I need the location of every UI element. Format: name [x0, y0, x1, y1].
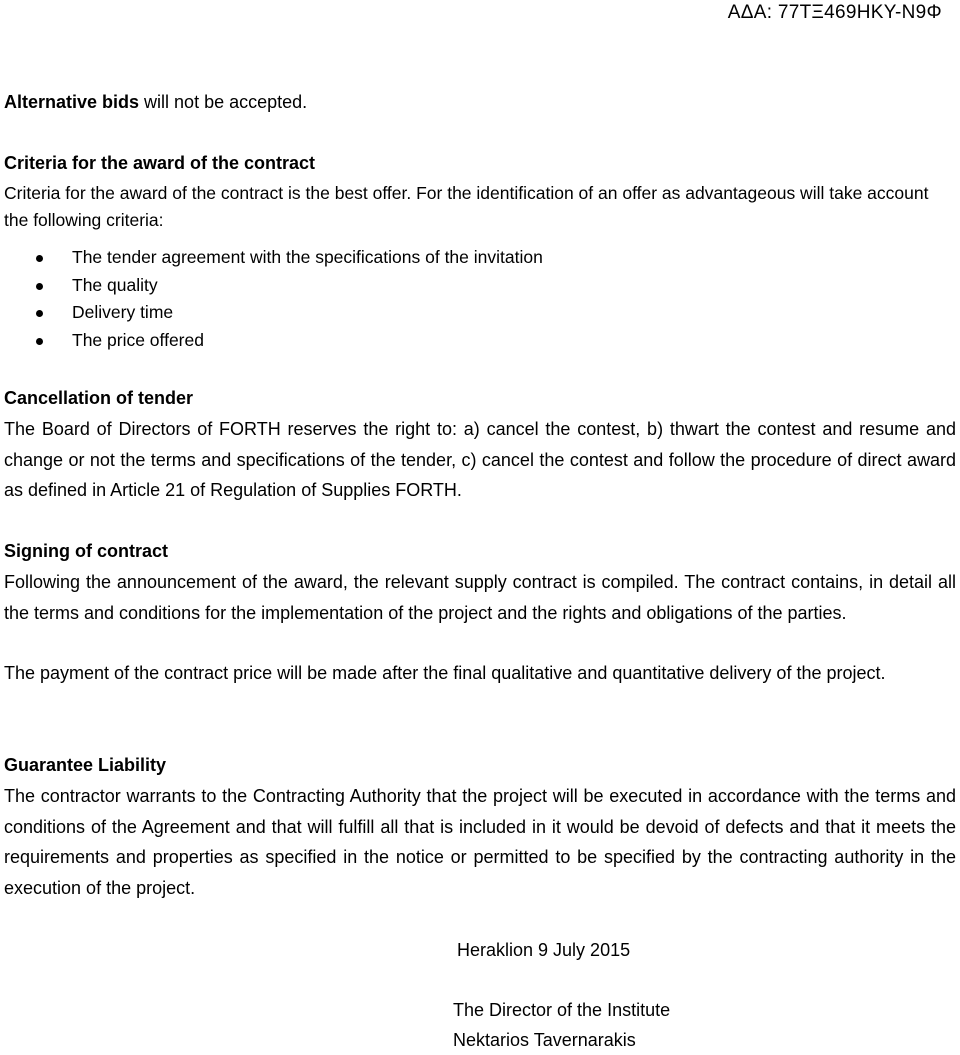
signing-body-2: The payment of the contract price will be made after the final qualitative and quantitative delivery of the project.: [4, 663, 886, 683]
cancellation-heading: Cancellation of tender: [4, 388, 194, 408]
signing-body-1: Following the announcement of the award, the relevant supply contract is compiled. The contract contains, in detail all the terms and conditions for the implementation of the project and the rights and obligations of the parties.: [4, 572, 956, 623]
signing-heading: Signing of contract: [4, 541, 168, 561]
criteria-list: [36, 244, 543, 354]
criteria-intro: Criteria for the award of the contract is the best offer. For the identification of an offer as advantageous will take account the following criteria:: [4, 183, 929, 230]
bullet-icon: [36, 255, 43, 262]
criteria-list-item: The tender agreement with the specifications of the invitation: [36, 244, 543, 272]
place-date: Heraklion 9 July 2015: [457, 940, 631, 960]
alternative-bids-bold: Alternative bids: [4, 92, 140, 112]
criteria-list-item: Delivery time: [36, 299, 543, 327]
cancellation-body: The Board of Directors of FORTH reserves the right to: a) cancel the contest, b) thwart the contest and resume and change or not the terms and specifications of the tender, c) cancel the contest and follow the procedure of direct award as defined in Article 21 of Regulation of Supplies FORTH.: [4, 419, 956, 500]
bullet-icon: [36, 310, 43, 317]
guarantee-body: The contractor warrants to the Contracting Authority that the project will be executed in accordance with the terms and conditions of the Agreement and that will fulfill all that is included in it would be devoid of defects and that it meets the requirements and properties as specified in the notice or permitted to be specified by the contracting authority in the execution of the project.: [4, 786, 956, 898]
criteria-heading: Criteria for the award of the contract: [4, 153, 316, 173]
ada-header: ΑΔΑ: 77ΤΞ469ΗΚΥ-Ν9Φ: [727, 2, 942, 23]
alternative-bids-paragraph: [4, 87, 956, 118]
guarantee-heading: Guarantee Liability: [4, 755, 167, 775]
alternative-bids-rest: will not be accepted.: [139, 92, 308, 112]
director-role: The Director of the Institute: [453, 1000, 671, 1020]
bullet-icon: [36, 338, 43, 345]
criteria-list-item: The price offered: [36, 327, 543, 355]
director-name: Nektarios Tavernarakis: [453, 1030, 636, 1050]
criteria-list-item: The quality: [36, 272, 543, 300]
bullet-icon: [36, 283, 43, 290]
